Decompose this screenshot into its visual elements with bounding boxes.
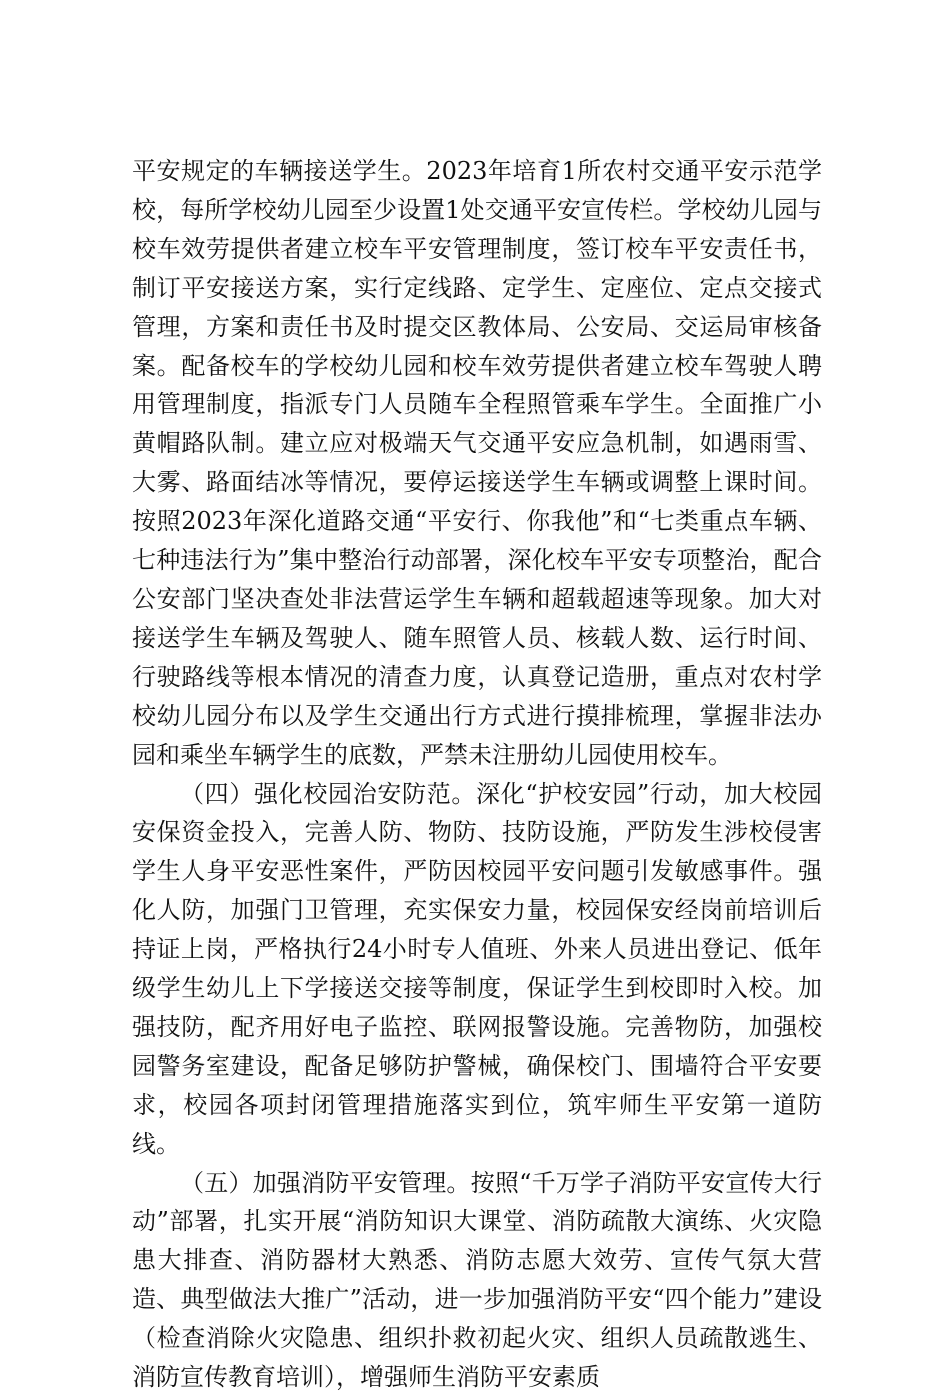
- paragraph-fire-safety: （五）加强消防平安管理。按照“千万学子消防平安宣传大行动”部署，扎实开展“消防知识大课堂、消防疏散大演练、火灾隐患大排查、消防器材大熟悉、消防志愿大效劳、宣传气氛大营造、典型做法大推广”活动，进一步加强消防平安“四个能力”建设（检查消除火灾隐患、组织扑救初起火灾、组织人员疏散逃生、消防宣传教育培训），增强师生消防平安素质: [132, 1168, 822, 1392]
- paragraph-campus-security: （四）强化校园治安防范。深化“护校安园”行动，加大校园安保资金投入，完善人防、物防、技防设施，严防发生涉校侵害学生人身平安恶性案件，严防因校园平安问题引发敏感事件。强化人防，加强门卫管理，充实保安力量，校园保安经岗前培训后持证上岗，严格执行24小时专人值班、外来人员进出登记、低年级学生幼儿上下学接送交接等制度，保证学生到校即时入校。加强技防，配齐用好电子监控、联网报警设施。完善物防，加强校园警务室建设，配备足够防护警械，确保校门、围墙符合平安要求，校园各项封闭管理措施落实到位，筑牢师生平安第一道防线。: [132, 779, 822, 1158]
- paragraph-continued: 平安规定的车辆接送学生。2023年培育1所农村交通平安示范学校，每所学校幼儿园至少设置1处交通平安宣传栏。学校幼儿园与校车效劳提供者建立校车平安管理制度，签订校车平安责任书，制订平安接送方案，实行定线路、定学生、定座位、定点交接式管理，方案和责任书及时提交区教体局、公安局、交运局审核备案。配备校车的学校幼儿园和校车效劳提供者建立校车驾驶人聘用管理制度，指派专门人员随车全程照管乘车学生。全面推广小黄帽路队制。建立应对极端天气交通平安应急机制，如遇雨雪、大雾、路面结冰等情况，要停运接送学生车辆或调整上课时间。按照2023年深化道路交通“平安行、你我他”和“七类重点车辆、七种违法行为”集中整治行动部署，深化校车平安专项整治，配合公安部门坚决查处非法营运学生车辆和超载超速等现象。加大对接送学生车辆及驾驶人、随车照管人员、核载人数、运行时间、行驶路线等根本情况的清查力度，认真登记造册，重点对农村学校幼儿园分布以及学生交通出行方式进行摸排梳理，掌握非法办园和乘坐车辆学生的底数，严禁未注册幼儿园使用校车。: [132, 157, 822, 769]
- document-body: [132, 152, 822, 1397]
